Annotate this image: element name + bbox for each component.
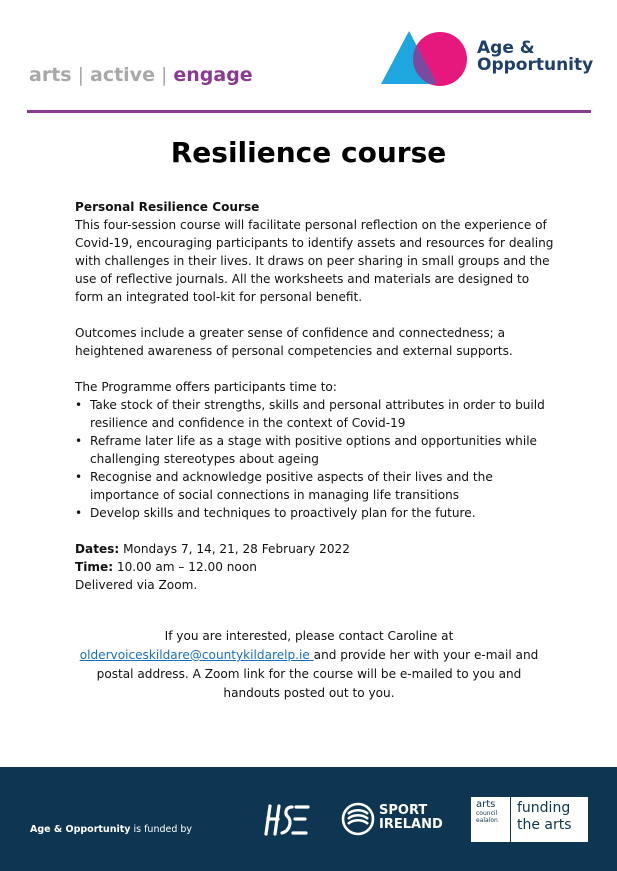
page-footer	[0, 767, 617, 871]
list-item	[75, 468, 555, 504]
logo-line-1: Age &	[477, 38, 535, 58]
sport-line-1: SPORT	[379, 803, 428, 818]
funded-by-text	[30, 824, 192, 835]
list-item-text: Recognise and acknowledge positive aspects of their lives and the importance of social connections in managing life transitions	[90, 470, 493, 502]
dates-label: Dates:	[75, 542, 120, 556]
programme-list	[75, 396, 555, 522]
tagline-active: active	[90, 64, 155, 86]
bullet-icon: •	[75, 470, 83, 484]
list-item	[75, 396, 555, 432]
arts-council-sub: council	[476, 810, 498, 817]
arts-council-word: arts	[476, 799, 496, 810]
sport-ireland-logo	[341, 802, 445, 838]
logo-line-2: Opportunity	[477, 55, 594, 75]
outcomes-paragraph: Outcomes include a greater sense of confidence and connectedness; a heightened awareness of personal competencies and external supports.	[75, 326, 513, 358]
intro-paragraph: This four-session course will facilitate personal reflection on the experience of Covid-19, encouraging participants to identify assets and resources for dealing with challenges in their lives. It draws on peer sharing in small groups and the use of reflective journals. All the worksheets and materials are designed to form an integrated tool-kit for personal benefit.	[75, 218, 554, 304]
funded-brand: Age & Opportunity	[30, 824, 131, 835]
funding-the-arts-logo	[471, 797, 588, 842]
age-opportunity-logo-icon	[381, 29, 475, 91]
bullet-icon: •	[75, 434, 83, 448]
funding-line-1: funding	[517, 800, 571, 816]
funding-the-arts-text	[511, 797, 588, 842]
funded-rest: is funded by	[130, 824, 193, 835]
tagline-separator: |	[77, 64, 84, 86]
tagline-separator: |	[160, 64, 168, 86]
list-item-text: Reframe later life as a stage with positive options and opportunities while challenging stereotypes about ageing	[90, 434, 537, 466]
dates-value: Mondays 7, 14, 21, 28 February 2022	[119, 542, 350, 556]
contact-paragraph	[75, 646, 543, 703]
delivery-line: Delivered via Zoom.	[75, 578, 198, 592]
programme-lead: The Programme offers participants time to:	[75, 380, 337, 394]
page-title: Resilience course	[170, 136, 447, 169]
tagline-arts: arts	[29, 64, 72, 86]
bullet-icon: •	[75, 506, 83, 520]
age-opportunity-logo	[381, 29, 593, 91]
header-divider	[27, 110, 591, 113]
contact-section	[75, 627, 543, 703]
time-line	[75, 558, 555, 576]
bullet-icon: •	[75, 398, 83, 412]
hse-logo-icon	[262, 803, 310, 837]
time-value: 10.00 am – 12.00 noon	[113, 560, 257, 574]
list-item	[75, 432, 555, 468]
arts-council-irish: ealaíon	[476, 817, 498, 824]
sport-ireland-swirl-icon	[341, 802, 375, 836]
age-opportunity-logo-text	[477, 40, 593, 74]
list-item	[75, 504, 555, 522]
arts-active-engage-tagline	[29, 64, 253, 86]
funding-line-2: the arts	[517, 817, 572, 833]
list-item-text: Take stock of their strengths, skills and personal attributes in order to build resilience and confidence in the context of Covid-19	[90, 398, 545, 430]
contact-email-link[interactable]: oldervoiceskildare@countykildarelp.ie	[79, 648, 314, 662]
arts-council-mark	[471, 797, 511, 842]
page-header	[0, 0, 617, 112]
dates-line	[75, 540, 555, 558]
course-description	[75, 198, 555, 594]
list-item-text: Develop skills and techniques to proactively plan for the future.	[90, 506, 476, 520]
contact-line-1: If you are interested, please contact Caroline at	[164, 629, 454, 643]
course-subheading: Personal Resilience Course	[75, 200, 260, 214]
time-label: Time:	[75, 560, 114, 574]
sport-line-2: IRELAND	[379, 817, 443, 832]
contact-instructions: and provide her with your e-mail and postal address. A Zoom link for the course will be e-mailed to you and handouts posted out to you.	[96, 648, 539, 700]
tagline-engage: engage	[173, 64, 253, 86]
sport-ireland-text	[379, 804, 443, 832]
